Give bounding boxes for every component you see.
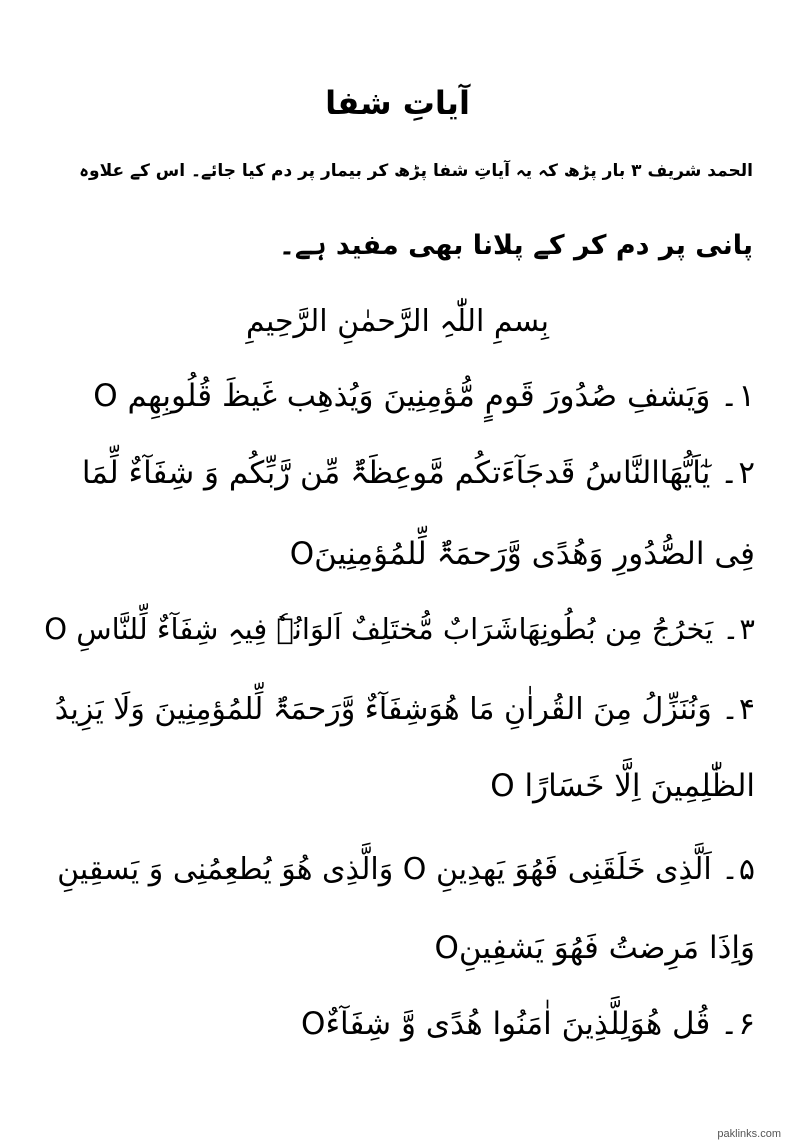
ayah-line-9: ۶۔ قُل ھُوَلِلَّذِینَ اٰمَنُوا ھُدًی وَّ شِفَآءٌO [301, 1006, 755, 1042]
watermark: paklinks.com [717, 1128, 781, 1140]
ayah-line-5: ۴۔ وَنُنَزِّلُ مِنَ القُراٰنِ مَا ھُوَشِفَآءٌ وَّرَحمَۃٌ لِّلمُؤمِنِینَ وَلَا یَزِیدُ [54, 692, 755, 727]
ayah-line-8: وَاِذَا مَرِضتُ فَھُوَ یَشفِینِO [434, 930, 755, 966]
ayah-line-1: ۱۔ وَیَشفِ صُدُورَ قَومٍ مُّؤمِنِینَ وَیُذھِب غَیظَ قُلُوبِھِم O [93, 378, 755, 414]
ayah-line-6: الظّٰلِمِینَ اِلَّا خَسَارًا O [490, 768, 755, 804]
page-title: آیاتِ شفا [325, 84, 470, 122]
ayah-line-4: ۳۔ یَخرُجُ مِن بُطُونِھَاشَرَابٌ مُّختَلِفٌ اَلوَانُہٗ فِیہِ شِفَآءٌ لِّلنَّاسِ O [44, 612, 755, 646]
intro-line-2: پانی پر دم کر کے پلانا بھی مفید ہے۔ [279, 230, 753, 261]
intro-line-1: الحمد شریف ۳ بار پڑھ کہ یہ آیاتِ شفا پڑھ کر بیمار پر دم کیا جائے۔ اس کے علاوہ [79, 161, 753, 181]
ayah-line-2: ۲۔ یٰٓاَیُّھَاالنَّاسُ قَدجَآءَتکُم مَّوعِظَۃٌ مِّن رَّبِّکُم وَ شِفَآءٌ لِّمَا [81, 455, 755, 491]
bismillah: بِسمِ اللّٰہِ الرَّحمٰنِ الرَّحِیمِ [245, 304, 550, 339]
ayah-line-7: ۵۔ اَلَّذِی خَلَقَنِی فَھُوَ یَھدِینِ O وَالَّذِی ھُوَ یُطعِمُنِی وَ یَسقِینِ [57, 852, 755, 887]
ayah-line-3: فِی الصُّدُورِ وَھُدًی وَّرَحمَۃٌ لِّلمُؤمِنِینَO [289, 536, 755, 572]
